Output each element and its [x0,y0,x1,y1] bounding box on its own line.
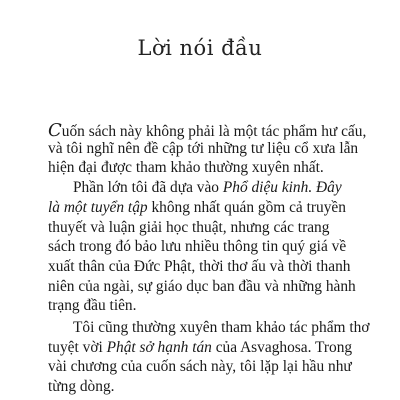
text-span: không nhất quán gồm cả truyền [147,198,346,216]
paragraph-2-line-3: thuyết và luận giải học thuật, nhưng các trang [48,218,330,236]
paragraph-3-line-3: vài chương của cuốn sách này, tôi lặp lại hầu như [48,358,352,376]
drop-cap-letter: C [48,120,62,141]
text-span: của Asvaghosa. Trong [211,338,353,356]
italic-text: Phật sở hạnh tán [106,338,212,356]
paragraph-1-line-1 [48,120,366,141]
paragraph-3-line-1: Tôi cũng thường xuyên tham khảo tác phẩm thơ [73,318,370,336]
paragraph-3-line-2 [48,339,352,357]
paragraph-2-line-6: niên của ngài, sự giáo dục ban đầu và những hành [48,277,356,295]
text-span: Phần lớn tôi đã dựa vào [73,179,223,197]
paragraph-2-line-1 [73,179,342,197]
paragraph-1-line-3: hiện đại được tham khảo thường xuyên nhất. [48,159,324,177]
paragraph-2-line-4: sách trong đó bảo lưu nhiều thông tin quý giá về [48,238,347,256]
text-span: tuyệt vời [48,338,107,356]
italic-text: Phổ diệu kinh. Đây [222,179,342,197]
text-span: uốn sách này không phải là một tác phẩm hư cấu, [61,123,367,140]
paragraph-2-line-5: xuất thân của Đức Phật, thời thơ ấu và thời thanh [48,258,351,276]
paragraph-3-line-4: từng dòng. [48,378,115,395]
italic-text: là một tuyển tập [48,198,148,216]
paragraph-1-line-2: và tôi nghĩ nên đề cập tới những tư liệu cổ xưa lẫn [48,139,359,157]
paragraph-2-line-2 [48,199,346,217]
page-title: Lời nói đầu [137,36,263,60]
paragraph-2-line-7: trạng đầu tiên. [48,297,137,315]
